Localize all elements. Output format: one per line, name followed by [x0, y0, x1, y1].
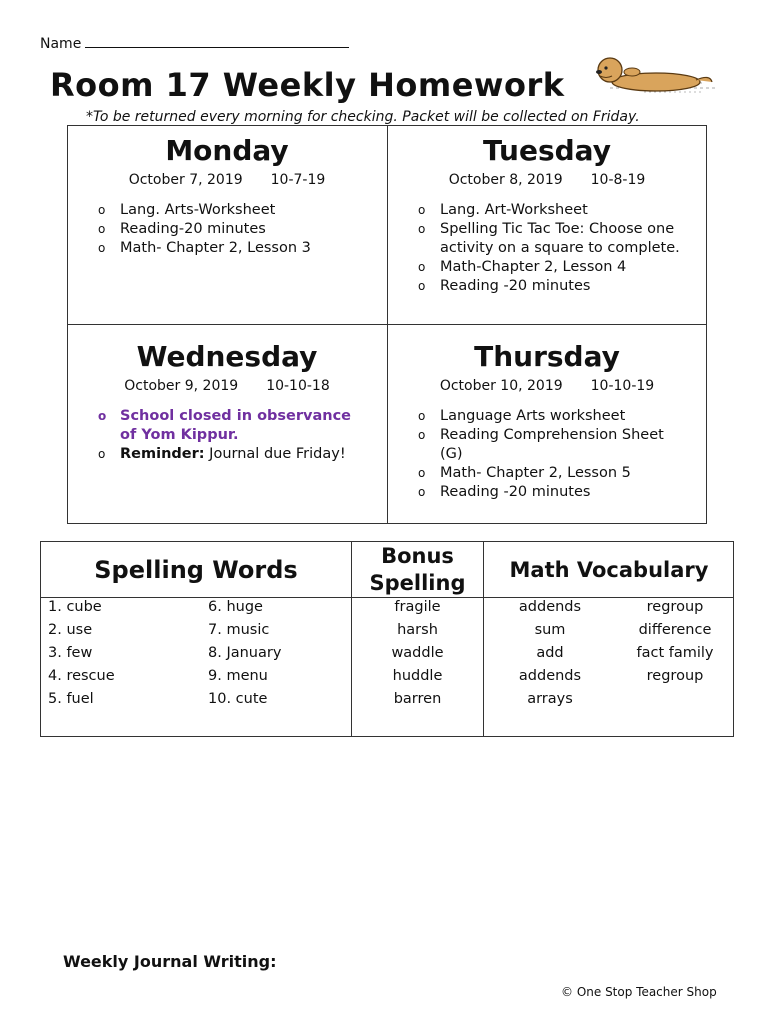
bullet-icon: o — [418, 222, 426, 236]
list-item: harsh — [397, 622, 438, 638]
list-item: 10. cute — [208, 691, 268, 707]
bullet-icon: o — [418, 279, 426, 293]
tuesday-section — [388, 135, 706, 296]
name-field — [40, 35, 349, 52]
list-item: arrays — [527, 691, 573, 707]
monday-task-list — [68, 201, 386, 258]
math-vocab-list-left — [484, 596, 616, 711]
otter-illustration — [584, 52, 720, 102]
copyright-notice: © One Stop Teacher Shop — [561, 985, 717, 999]
list-item: addends — [518, 668, 582, 684]
thursday-date-code: 10-10-19 — [590, 378, 655, 394]
bullet-icon: o — [418, 260, 426, 274]
day-heading-tuesday: Tuesday — [483, 134, 611, 167]
list-item: sum — [534, 622, 566, 638]
list-item: o Math- Chapter 2, Lesson 3 — [98, 240, 311, 256]
thursday-task-list — [388, 407, 706, 502]
thursday-date: October 10, 2019 — [439, 378, 563, 394]
monday-date-code: 10-7-19 — [270, 172, 326, 188]
monday-date: October 7, 2019 — [128, 172, 243, 188]
list-item: o Reading-20 minutes — [98, 221, 266, 237]
list-item: o Math-Chapter 2, Lesson 4 — [418, 259, 627, 275]
bullet-icon: o — [418, 203, 426, 217]
spelling-list-left — [48, 596, 115, 711]
math-vocabulary-heading: Math Vocabulary — [509, 557, 709, 582]
list-item: huddle — [392, 668, 443, 684]
list-item: o Reading Comprehension Sheet (G) — [418, 427, 664, 462]
wednesday-date-code: 10-10-18 — [266, 378, 330, 394]
tuesday-dates — [388, 172, 706, 188]
list-item: o Lang. Arts-Worksheet — [98, 202, 276, 218]
bullet-icon: o — [418, 409, 426, 423]
spelling-list-right — [208, 596, 281, 711]
word-lists-table — [40, 541, 734, 737]
bonus-heading-line1: Bonus — [381, 543, 454, 568]
day-heading-wednesday: Wednesday — [136, 340, 318, 373]
bullet-icon: o — [418, 485, 426, 499]
tuesday-task-list — [388, 201, 706, 296]
list-item: difference — [638, 622, 712, 638]
list-item: 6. huge — [208, 599, 263, 615]
instructions-subtitle: *To be returned every morning for checking. Packet will be collected on Friday. — [86, 109, 640, 125]
list-item: regroup — [646, 668, 704, 684]
name-label: Name — [40, 36, 82, 52]
day-heading-monday: Monday — [165, 134, 289, 167]
school-closed-notice: o School closed in observance of Yom Kippur. — [98, 408, 352, 443]
list-item: 8. January — [208, 645, 282, 661]
list-item: o Lang. Art-Worksheet — [418, 202, 588, 218]
spelling-words-heading: Spelling Words — [94, 555, 298, 584]
bullet-icon: o — [98, 203, 106, 217]
page-title: Room 17 Weekly Homework — [50, 66, 565, 104]
tuesday-date-code: 10-8-19 — [590, 172, 646, 188]
list-item: regroup — [646, 599, 704, 615]
list-item: o Math- Chapter 2, Lesson 5 — [418, 465, 631, 481]
list-item: o Reading -20 minutes — [418, 484, 591, 500]
math-vocab-list-right — [616, 596, 734, 688]
list-item: 5. fuel — [48, 691, 94, 707]
list-item: fragile — [394, 599, 441, 615]
list-item: o Reading -20 minutes — [418, 278, 591, 294]
list-item: 1. cube — [48, 599, 102, 615]
reminder-label: Reminder: — [120, 446, 205, 462]
wednesday-date: October 9, 2019 — [124, 378, 239, 394]
weekday-grid — [67, 125, 707, 524]
bullet-icon: o — [98, 409, 107, 423]
list-item: o Spelling Tic Tac Toe: Choose one activity on a square to complete. — [418, 221, 680, 256]
bonus-heading-line2: Spelling — [369, 570, 466, 595]
list-item: 3. few — [48, 645, 93, 661]
wednesday-task-list — [68, 407, 386, 464]
bullet-icon: o — [98, 241, 106, 255]
name-blank-line — [85, 35, 349, 48]
thursday-section — [388, 341, 706, 502]
bullet-icon: o — [98, 222, 106, 236]
bonus-spelling-heading — [352, 542, 483, 597]
list-item: 9. menu — [208, 668, 268, 684]
reminder-item — [98, 445, 386, 464]
list-item: barren — [393, 691, 442, 707]
bullet-icon: o — [418, 428, 426, 442]
list-item: 7. music — [208, 622, 270, 638]
list-item: o Language Arts worksheet — [418, 408, 626, 424]
bullet-icon: o — [418, 466, 426, 480]
monday-section — [68, 135, 386, 258]
monday-dates — [68, 172, 386, 188]
thursday-dates — [388, 378, 706, 394]
list-item: addends — [518, 599, 582, 615]
grid-divider-horizontal — [68, 324, 706, 325]
reminder-text: Journal due Friday! — [204, 446, 346, 462]
bullet-icon: o — [98, 447, 106, 461]
list-item: 2. use — [48, 622, 93, 638]
day-heading-thursday: Thursday — [474, 340, 620, 373]
weekly-journal-label: Weekly Journal Writing: — [63, 952, 277, 971]
list-item: 4. rescue — [48, 668, 115, 684]
list-item: add — [536, 645, 564, 661]
wednesday-dates — [68, 378, 386, 394]
bonus-word-list — [352, 596, 483, 711]
wednesday-section — [68, 341, 386, 464]
tuesday-date: October 8, 2019 — [448, 172, 563, 188]
list-item: waddle — [391, 645, 444, 661]
list-item: fact family — [636, 645, 714, 661]
